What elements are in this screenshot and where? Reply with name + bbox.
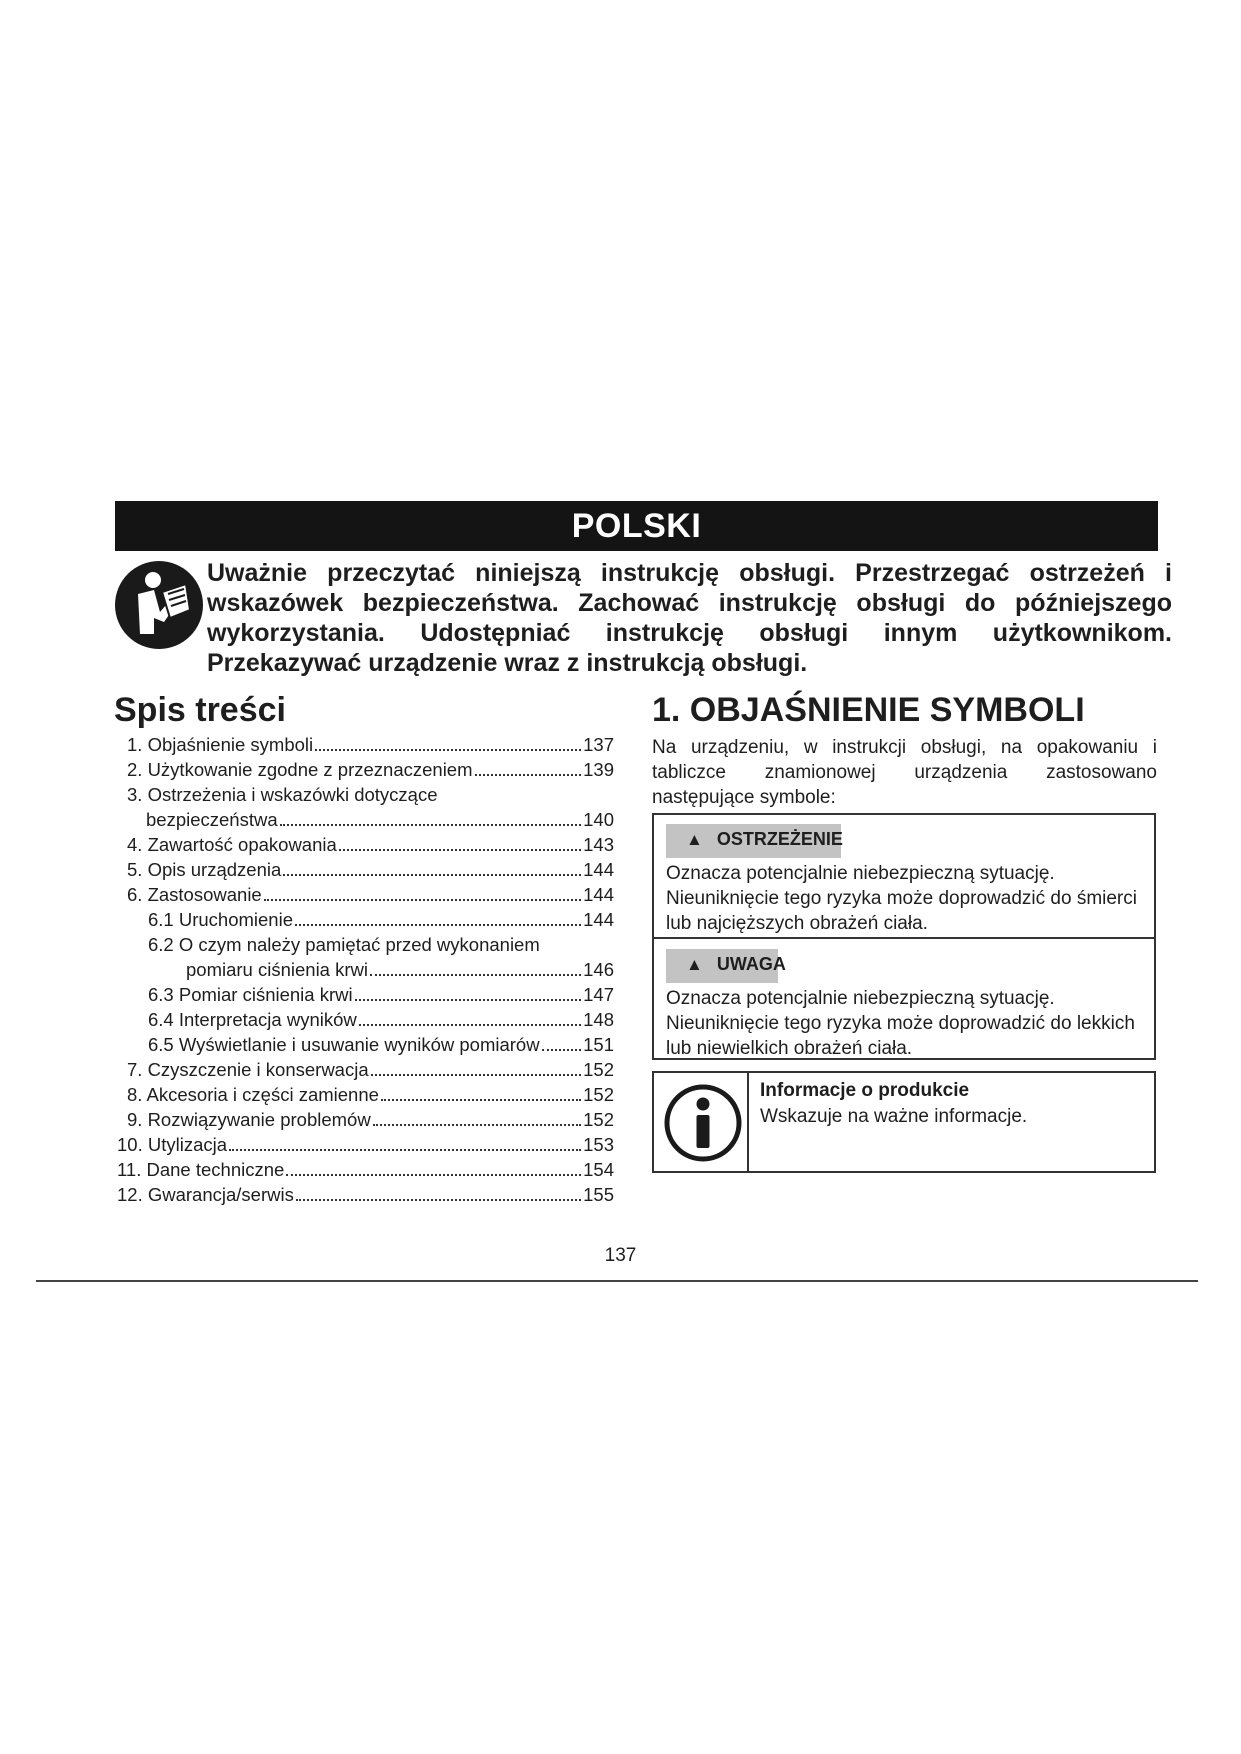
warning-triangle-icon: ▲ [686,955,703,974]
toc-entry [114,1132,614,1157]
toc-entry-page: 155 [583,1184,614,1205]
toc-entry [114,832,614,857]
toc-entry [114,907,614,932]
language-banner: POLSKI [115,501,1158,551]
toc-entry-page: 146 [583,959,614,980]
toc-entry-label: 1. Objaśnienie symboli [127,734,314,755]
toc-entry [114,1157,614,1182]
toc-entry-label: 7. Czyszczenie i konserwacja [127,1059,369,1080]
warning-triangle-icon: ▲ [686,830,703,849]
footer-rule [36,1280,1198,1282]
toc-entry-label: pomiaru ciśnienia krwi [186,959,368,980]
section-title: 1. OBJAŚNIENIE SYMBOLI [652,691,1085,729]
toc-entry-label: 6.1 Uruchomienie [148,909,293,930]
caution-signal-word: ▲ UWAGA [686,951,786,978]
toc-entry-label: 6.3 Pomiar ciśnienia krwi [148,984,353,1005]
product-info-box [652,1071,1156,1173]
warning-signal-word: ▲ OSTRZEŻENIE [686,826,843,853]
read-manual-icon [114,560,204,650]
toc-entry-label: 4. Zawartość opakowania [127,834,337,855]
toc-entry-label: 5. Opis urządzenia [127,859,282,880]
toc-entry [114,957,614,982]
toc-entry-label: 6.4 Interpretacja wyników [148,1009,357,1030]
toc-entry-label: 3. Ostrzeżenia i wskazówki dotyczące [127,784,438,805]
toc-entry [114,782,614,807]
toc-entry [114,932,614,957]
toc-entry-page: 148 [583,1009,614,1030]
section-intro: Na urządzeniu, w instrukcji obsługi, na opakowaniu i tabliczce znamionowej urządzenia zastosowano następujące symbole: [652,737,1157,808]
intro-warning-text: Uważnie przeczytać niniejszą instrukcję obsługi. Przestrzegać ostrzeżeń i wskazówek bezpieczeństwa. Zachować instrukcję obsługi do późniejszego wykorzystania. Udostępniać instrukcję obsługi innym użytkownikom. Przekazywać urządzenie wraz z instrukcją obsługi. [207,559,1172,677]
toc-entry-label: 10. Utylizacja [117,1134,228,1155]
toc-entry-page: 153 [583,1134,614,1155]
toc-entry-label: 11. Dane techniczne [117,1159,285,1180]
toc-entry [114,1107,614,1132]
toc-entry [114,982,614,1007]
toc-entry [114,807,614,832]
toc-entry-page: 154 [583,1159,614,1180]
toc-entry [114,857,614,882]
info-divider [747,1073,749,1171]
toc-entry-label: bezpieczeństwa [146,809,278,830]
caution-description: Oznacza potencjalnie niebezpieczną sytuację. Nieuniknięcie tego ryzyka może doprowadzić do lekkich lub niewielkich obrażeń ciała. [666,988,1135,1059]
toc-entry [114,1007,614,1032]
toc-entry-page: 152 [583,1084,614,1105]
toc-entry-page: 143 [583,834,614,855]
warning-description: Oznacza potencjalnie niebezpieczną sytuację. Nieuniknięcie tego ryzyka może doprowadzić do śmierci lub najcięższych obrażeń ciała. [666,863,1137,934]
toc-entry-page: 147 [583,984,614,1005]
toc-entry-label: 2. Użytkowanie zgodne z przeznaczeniem [127,759,473,780]
toc-entry [114,882,614,907]
toc-entry-label: 6.5 Wyświetlanie i usuwanie wyników pomiarów [148,1034,540,1055]
toc-entry [114,1032,614,1057]
toc-entry-label: 6. Zastosowanie [127,884,262,905]
toc-entry [114,732,614,757]
info-title: Informacje o produkcie [760,1080,970,1101]
toc-title: Spis treści [114,691,286,729]
box-divider [654,937,1154,939]
toc-entry-page: 144 [583,859,614,880]
toc-entry-page: 139 [583,759,614,780]
table-of-contents [114,732,614,1207]
toc-entry [114,1182,614,1207]
toc-entry-label: 12. Gwarancja/serwis [117,1184,294,1205]
page-number: 137 [604,1245,637,1266]
toc-entry [114,1057,614,1082]
toc-entry-label: 8. Akcesoria i części zamienne [127,1084,379,1105]
info-icon [663,1083,743,1163]
toc-entry [114,1082,614,1107]
toc-entry-page: 144 [583,884,614,905]
info-text: Wskazuje na ważne informacje. [760,1106,1028,1127]
toc-entry-label: 6.2 O czym należy pamiętać przed wykonaniem [148,934,540,955]
toc-entry-label: 9. Rozwiązywanie problemów [127,1109,371,1130]
toc-entry-page: 140 [583,809,614,830]
toc-entry-page: 137 [583,734,614,755]
hazard-symbols-box [652,813,1156,1060]
toc-entry [114,757,614,782]
toc-entry-page: 144 [583,909,614,930]
toc-entry-page: 152 [583,1059,614,1080]
toc-entry-page: 152 [583,1109,614,1130]
toc-entry-page: 151 [583,1034,614,1055]
